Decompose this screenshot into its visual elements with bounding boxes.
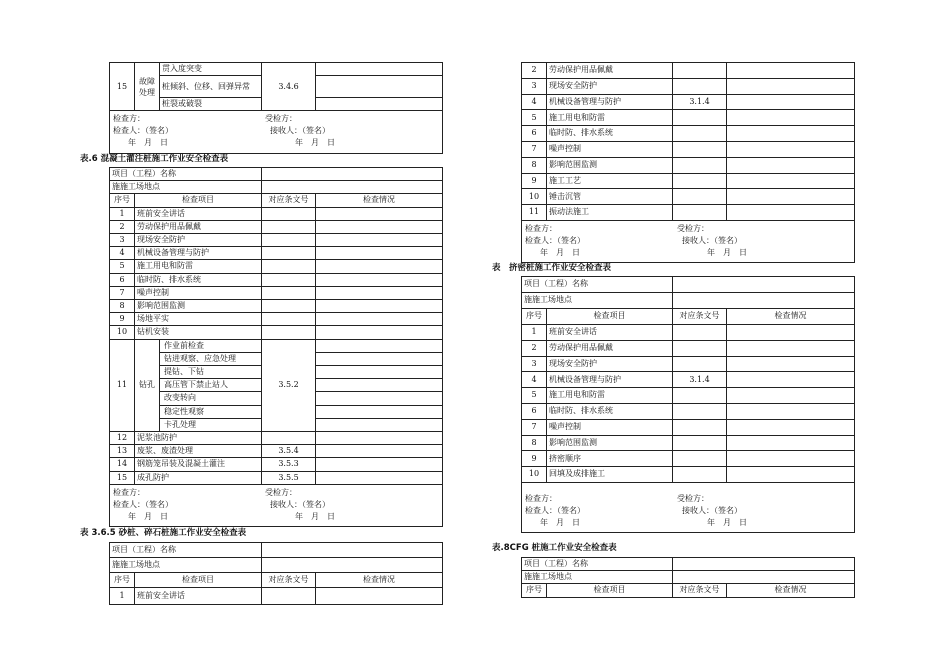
- row-item: 施工工艺: [547, 173, 673, 189]
- row-clause: 3.5.5: [262, 471, 316, 484]
- row-clause: [262, 300, 316, 313]
- row-clause: [673, 173, 727, 189]
- table-row: [110, 313, 443, 326]
- row-no: 8: [522, 157, 547, 173]
- table-row: [522, 173, 855, 189]
- row-item: 施工用电和防雷: [547, 110, 673, 126]
- row-clause: [262, 234, 316, 247]
- table-row: [522, 63, 855, 79]
- site-value: [262, 558, 443, 573]
- header-seq: 序号: [110, 194, 135, 207]
- row-status: [316, 588, 443, 605]
- inspected-side: 受检方：: [677, 493, 709, 503]
- project-name-label: 项目（工程）名称: [110, 543, 262, 558]
- signature-block: [521, 483, 855, 533]
- inspector-side: 检查方：: [525, 493, 557, 503]
- table-row: [110, 260, 443, 273]
- row-item: 临时防、排水系统: [547, 403, 673, 419]
- table-row: [522, 157, 855, 173]
- header-item: 检查项目: [135, 573, 262, 588]
- row-clause: [262, 313, 316, 326]
- right-top-table: [521, 62, 855, 263]
- row-item: 钢筋笼吊装及混凝土灌注: [135, 458, 262, 471]
- row-no: 1: [110, 207, 135, 220]
- date-left: 年 月 日: [128, 511, 168, 521]
- row-no: 11: [522, 205, 547, 221]
- table-row: [522, 356, 855, 372]
- row-no: 5: [522, 110, 547, 126]
- project-name-value: [673, 277, 855, 293]
- row-status: [727, 419, 855, 435]
- row-clause: [673, 340, 727, 356]
- row-no: 2: [110, 220, 135, 233]
- row-item: 临时防、排水系统: [135, 273, 262, 286]
- inspector-side: 检查方：: [525, 223, 557, 233]
- inspector-sign: 检查人：（签名）: [113, 126, 173, 136]
- row-clause: [673, 451, 727, 467]
- row-item: 机械设备管理与防护: [547, 372, 673, 388]
- row-clause: [262, 326, 316, 339]
- row-status: [727, 189, 855, 205]
- row-clause: [673, 157, 727, 173]
- project-name-value: [673, 558, 855, 571]
- row-clause: 3.5.4: [262, 445, 316, 458]
- row-status: [727, 435, 855, 451]
- row-status: [727, 94, 855, 110]
- row-item: 班前安全讲话: [135, 207, 262, 220]
- row-no: 6: [110, 273, 135, 286]
- sub-item: 提钻、下钻: [160, 366, 262, 379]
- header-clause: 对应条文号: [262, 573, 316, 588]
- row-no: 8: [522, 435, 547, 451]
- row-no: 9: [522, 451, 547, 467]
- row-no: 3: [522, 356, 547, 372]
- row-clause: [262, 588, 316, 605]
- row-item: 劳动保护用品佩戴: [547, 340, 673, 356]
- row-no: 3: [110, 234, 135, 247]
- row-no: 13: [110, 445, 135, 458]
- status-cell: [316, 392, 443, 405]
- clause-cell: 3.4.6: [262, 63, 316, 111]
- inspected-side: 受检方：: [265, 114, 297, 124]
- table-row: [522, 467, 855, 483]
- row-status: [727, 403, 855, 419]
- table-row: [110, 207, 443, 220]
- row-status: [316, 260, 443, 273]
- date-right: 年 月 日: [295, 511, 335, 521]
- row-clause: [262, 432, 316, 445]
- row-clause: [673, 388, 727, 404]
- table-row: [110, 234, 443, 247]
- table-row: [522, 451, 855, 467]
- row-status: [727, 340, 855, 356]
- row-item: 劳动保护用品佩戴: [547, 63, 673, 79]
- table-sand-caption: 表 3.6.5 砂桩、碎石桩施工作业安全检查表: [80, 528, 247, 538]
- row-no: 12: [110, 432, 135, 445]
- row-status: [727, 173, 855, 189]
- row-clause: [673, 63, 727, 79]
- table-row: [522, 340, 855, 356]
- row-item: 锤击沉管: [547, 189, 673, 205]
- row-clause: [673, 141, 727, 157]
- status-cell: [316, 418, 443, 431]
- row-clause: [673, 435, 727, 451]
- row-item: 振动法施工: [547, 205, 673, 221]
- table-6: [109, 167, 443, 527]
- header-status: 检查情况: [727, 309, 855, 325]
- row-clause: [673, 189, 727, 205]
- row-clause: [673, 126, 727, 142]
- status-cell: [316, 339, 443, 352]
- site-label: 施施工场地点: [522, 571, 673, 584]
- row-status: [727, 110, 855, 126]
- site-label: 施施工场地点: [522, 293, 673, 309]
- clause-cell: 3.5.2: [262, 339, 316, 431]
- row-no: 11: [110, 339, 135, 431]
- row-status: [727, 141, 855, 157]
- status-cell: [316, 352, 443, 365]
- sub-item: 钻进观察、应急处理: [160, 352, 262, 365]
- row-item: 泥浆池防护: [135, 432, 262, 445]
- table-row: [522, 189, 855, 205]
- row-no: 2: [522, 340, 547, 356]
- row-item: 场地平实: [135, 313, 262, 326]
- table-row: [522, 126, 855, 142]
- table-squeeze: [521, 276, 855, 533]
- date-right: 年 月 日: [295, 138, 335, 148]
- table-row: [522, 78, 855, 94]
- table-row: [522, 435, 855, 451]
- inspector-sign: 检查人：（签名）: [113, 499, 173, 509]
- row-item: 机械设备管理与防护: [547, 94, 673, 110]
- row-status: [727, 325, 855, 341]
- row-no: 15: [110, 63, 135, 111]
- sub-item: 桩倾斜、位移、回弹异常: [160, 76, 262, 98]
- project-name-label: 项目（工程）名称: [110, 168, 262, 181]
- header-seq: 序号: [522, 584, 547, 597]
- row-item: 噪声控制: [135, 286, 262, 299]
- row-no: 3: [522, 78, 547, 94]
- row-item: 废浆、废渣处理: [135, 445, 262, 458]
- header-item: 检查项目: [135, 194, 262, 207]
- table-row: [522, 403, 855, 419]
- table-row: [110, 220, 443, 233]
- table-row: [522, 419, 855, 435]
- left-column: [109, 62, 443, 154]
- sub-item: 卡孔处理: [160, 418, 262, 431]
- row-item: 回填及成排施工: [547, 467, 673, 483]
- row-status: [727, 78, 855, 94]
- project-name-label: 项目（工程）名称: [522, 558, 673, 571]
- row-status: [316, 313, 443, 326]
- row-status: [316, 432, 443, 445]
- row-clause: 3.1.4: [673, 372, 727, 388]
- row-clause: [262, 273, 316, 286]
- row-status: [727, 372, 855, 388]
- table-row: [110, 588, 443, 605]
- site-value: [673, 571, 855, 584]
- group-label: 故障 处理: [135, 63, 160, 111]
- row-no: 9: [110, 313, 135, 326]
- project-name-value: [262, 543, 443, 558]
- row-no: 6: [522, 126, 547, 142]
- table-cfg: [521, 557, 855, 598]
- status-cell: [316, 379, 443, 392]
- inspected-side: 受检方：: [265, 487, 297, 497]
- signature-block: [109, 111, 443, 154]
- row-item: 施工用电和防雷: [547, 388, 673, 404]
- row-item: 现场安全防护: [135, 234, 262, 247]
- row-clause: [262, 207, 316, 220]
- inspector-sign: 检查人：（签名）: [525, 235, 585, 245]
- row-no: 6: [522, 403, 547, 419]
- row-status: [316, 247, 443, 260]
- row-no: 5: [110, 260, 135, 273]
- table-row: [110, 273, 443, 286]
- row-item: 影响范围监测: [547, 435, 673, 451]
- signature-block: [109, 485, 443, 527]
- row-clause: [673, 78, 727, 94]
- row-status: [727, 157, 855, 173]
- receiver-sign: 接收人：（签名）: [270, 499, 330, 509]
- row-clause: [673, 356, 727, 372]
- row-status: [316, 220, 443, 233]
- row-clause: [262, 247, 316, 260]
- row-clause: [262, 220, 316, 233]
- header-status: 检查情况: [316, 194, 443, 207]
- table-row: [522, 110, 855, 126]
- header-seq: 序号: [522, 309, 547, 325]
- row-item: 噪声控制: [547, 141, 673, 157]
- row-status: [316, 286, 443, 299]
- row-clause: [673, 403, 727, 419]
- row-item: 影响范围监测: [135, 300, 262, 313]
- row-no: 14: [110, 458, 135, 471]
- row-no: 10: [522, 189, 547, 205]
- row-no: 8: [110, 300, 135, 313]
- row-clause: [673, 110, 727, 126]
- receiver-sign: 接收人：（签名）: [682, 235, 742, 245]
- row-status: [316, 300, 443, 313]
- site-value: [262, 181, 443, 194]
- row-no: 7: [522, 141, 547, 157]
- row-clause: [673, 205, 727, 221]
- header-clause: 对应条文号: [673, 584, 727, 597]
- row-status: [316, 458, 443, 471]
- receiver-sign: 接收人：（签名）: [682, 505, 742, 515]
- row-status: [727, 467, 855, 483]
- table-row: [110, 247, 443, 260]
- row-status: [316, 326, 443, 339]
- header-status: 检查情况: [727, 584, 855, 597]
- table-row: [110, 458, 443, 471]
- header-item: 检查项目: [547, 584, 673, 597]
- date-left: 年 月 日: [540, 247, 580, 257]
- status-cell: [316, 63, 443, 76]
- table-row: [110, 326, 443, 339]
- date-right: 年 月 日: [707, 517, 747, 527]
- row-item: 成孔防护: [135, 471, 262, 484]
- table-row: [110, 445, 443, 458]
- inspected-side: 受检方：: [677, 223, 709, 233]
- header-clause: 对应条文号: [673, 309, 727, 325]
- signature-block: [521, 221, 855, 263]
- table-row: [522, 372, 855, 388]
- sub-item: 贯入度突变: [160, 63, 262, 76]
- inspector-side: 检查方：: [113, 487, 145, 497]
- status-cell: [316, 98, 443, 111]
- row-status: [727, 388, 855, 404]
- project-name-value: [262, 168, 443, 181]
- table-row: [522, 141, 855, 157]
- row-status: [316, 207, 443, 220]
- table-row: [522, 388, 855, 404]
- sub-item: 作业前检查: [160, 339, 262, 352]
- row-clause: 3.1.4: [673, 94, 727, 110]
- inspector-sign: 检查人：（签名）: [525, 505, 585, 515]
- row-no: 15: [110, 471, 135, 484]
- row-item: 影响范围监测: [547, 157, 673, 173]
- row-item: 班前安全讲话: [547, 325, 673, 341]
- row-no: 1: [522, 325, 547, 341]
- row-no: 7: [522, 419, 547, 435]
- table-5-tail: [109, 62, 443, 111]
- date-right: 年 月 日: [707, 247, 747, 257]
- row-no: 10: [522, 467, 547, 483]
- row-item: 挤密顺序: [547, 451, 673, 467]
- row-item: 施工用电和防雷: [135, 260, 262, 273]
- row-status: [316, 273, 443, 286]
- row-item: 劳动保护用品佩戴: [135, 220, 262, 233]
- row-clause: [673, 467, 727, 483]
- sub-item: 稳定性观察: [160, 405, 262, 418]
- row-no: 7: [110, 286, 135, 299]
- table-sand: [109, 542, 443, 605]
- row-no: 2: [522, 63, 547, 79]
- table-squeeze-caption: 表 挤密桩施工作业安全检查表: [492, 263, 612, 273]
- header-item: 检查项目: [547, 309, 673, 325]
- row-status: [316, 234, 443, 247]
- table-row: [110, 432, 443, 445]
- row-item: 临时防、排水系统: [547, 126, 673, 142]
- table-row: [522, 325, 855, 341]
- row-item: 钻机安装: [135, 326, 262, 339]
- row-no: 4: [110, 247, 135, 260]
- row-clause: [673, 419, 727, 435]
- date-left: 年 月 日: [128, 138, 168, 148]
- table-cfg-caption: 表.8CFG 桩施工作业安全检查表: [492, 543, 617, 553]
- table-row: [110, 300, 443, 313]
- row-item: 现场安全防护: [547, 78, 673, 94]
- row-clause: [262, 260, 316, 273]
- row-status: [727, 205, 855, 221]
- sub-item: 高压管下禁止站人: [160, 379, 262, 392]
- row-status: [316, 445, 443, 458]
- sub-item: 桩裂或破裂: [160, 98, 262, 111]
- row-status: [727, 126, 855, 142]
- table-row: [110, 286, 443, 299]
- header-status: 检查情况: [316, 573, 443, 588]
- row-no: 4: [522, 94, 547, 110]
- status-cell: [316, 405, 443, 418]
- project-name-label: 项目（工程）名称: [522, 277, 673, 293]
- table-row: [522, 94, 855, 110]
- status-cell: [316, 366, 443, 379]
- site-label: 施施工场地点: [110, 181, 262, 194]
- table-row: [522, 205, 855, 221]
- row-status: [316, 471, 443, 484]
- table-row: [110, 471, 443, 484]
- header-seq: 序号: [110, 573, 135, 588]
- row-item: 班前安全讲话: [135, 588, 262, 605]
- row-no: 9: [522, 173, 547, 189]
- site-label: 施施工场地点: [110, 558, 262, 573]
- status-cell: [316, 76, 443, 98]
- row-no: 4: [522, 372, 547, 388]
- table-6-caption: 表.6 混凝土灌注桩施工作业安全检查表: [80, 154, 229, 164]
- sub-item: 改变转向: [160, 392, 262, 405]
- inspector-side: 检查方：: [113, 114, 145, 124]
- row-status: [727, 63, 855, 79]
- row-clause: 3.5.3: [262, 458, 316, 471]
- row-no: 5: [522, 388, 547, 404]
- row-status: [727, 451, 855, 467]
- row-item: 现场安全防护: [547, 356, 673, 372]
- row-item: 噪声控制: [547, 419, 673, 435]
- receiver-sign: 接收人：（签名）: [270, 126, 330, 136]
- row-clause: [262, 286, 316, 299]
- date-left: 年 月 日: [540, 517, 580, 527]
- header-clause: 对应条文号: [262, 194, 316, 207]
- group-label: 钻孔: [135, 339, 160, 431]
- row-clause: [673, 325, 727, 341]
- row-no: 1: [110, 588, 135, 605]
- row-no: 10: [110, 326, 135, 339]
- row-item: 机械设备管理与防护: [135, 247, 262, 260]
- row-status: [727, 356, 855, 372]
- site-value: [673, 293, 855, 309]
